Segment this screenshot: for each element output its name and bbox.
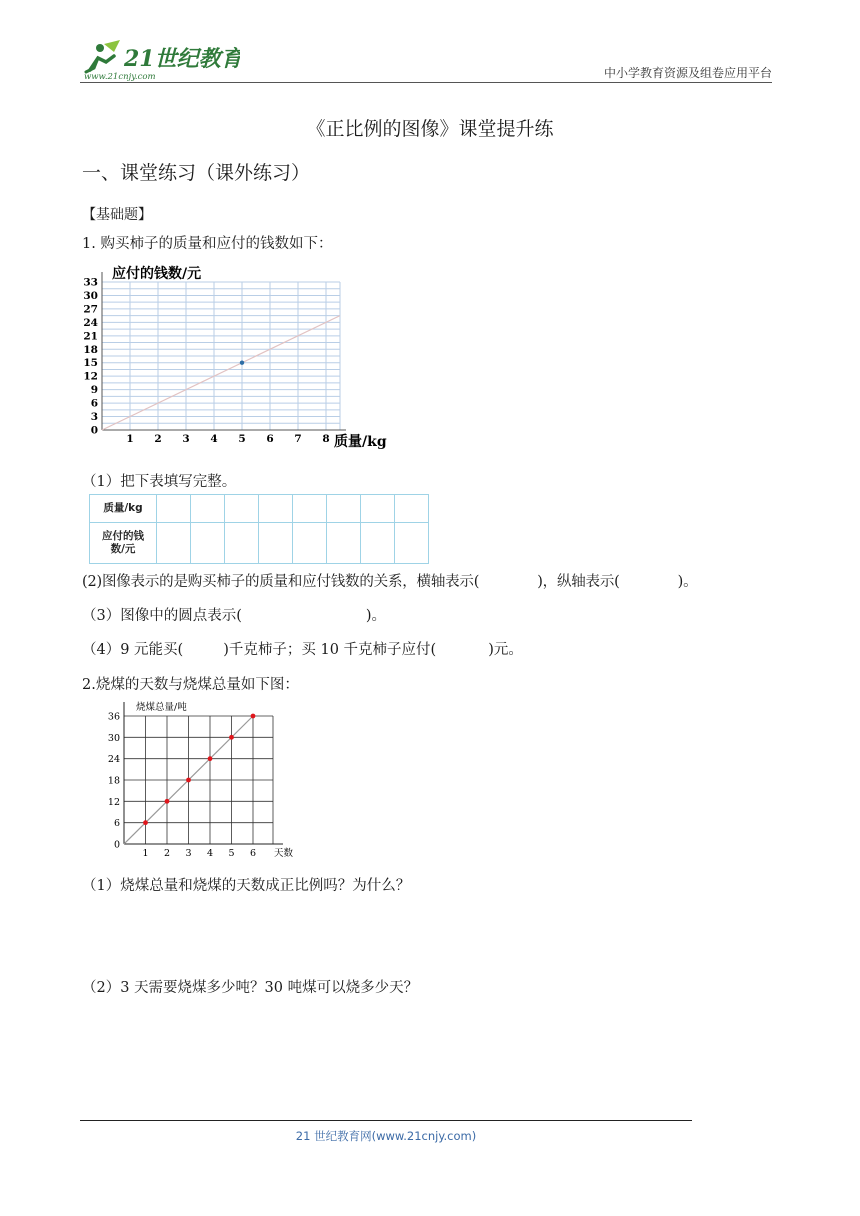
y-tick-label: 0 <box>113 839 120 851</box>
chart-q2-ylabel: 烧煤总量/吨 <box>136 702 187 713</box>
table-cell[interactable] <box>293 495 327 523</box>
chart-q2-series <box>124 714 255 844</box>
q1-part2-text-a: (2)图像表示的是购买柿子的质量和应付钱数的关系，横轴表示( <box>82 574 480 590</box>
table-cell[interactable] <box>327 523 361 564</box>
data-point <box>251 714 256 719</box>
y-tick-label: 24 <box>107 754 120 766</box>
table-row <box>90 523 429 564</box>
table-cell[interactable] <box>395 495 429 523</box>
table-cell[interactable] <box>157 495 191 523</box>
table-cell[interactable] <box>225 495 259 523</box>
series-line <box>102 316 340 430</box>
chart-q1 <box>82 256 412 452</box>
chart-q1-ylabel: 应付的钱数/元 <box>112 266 202 282</box>
table-cell[interactable] <box>361 523 395 564</box>
y-tick-label: 9 <box>90 384 98 397</box>
q1-part2-text-c: )。 <box>677 574 698 590</box>
logo-graphic <box>80 38 240 82</box>
chart-q1-xlabel: 质量/kg <box>334 434 387 450</box>
section-heading: 一、课堂练习（课外练习） <box>82 162 311 184</box>
x-tick-label: 5 <box>238 433 246 445</box>
q1-part1: （1）把下表填写完整。 <box>82 474 237 490</box>
chart-q1-series <box>102 316 340 430</box>
logo <box>80 38 240 82</box>
x-tick-label: 6 <box>249 848 257 859</box>
x-tick-label: 1 <box>142 848 149 859</box>
table-header-money-line1: 应付的钱 <box>102 530 144 542</box>
table-header-mass: 质量/kg <box>90 495 157 523</box>
y-tick-label: 27 <box>83 303 98 316</box>
y-tick-label: 6 <box>113 818 120 830</box>
q1-fill-table <box>89 494 429 564</box>
y-tick-label: 18 <box>107 775 120 787</box>
table-cell[interactable] <box>395 523 429 564</box>
table-cell[interactable] <box>191 495 225 523</box>
difficulty-tag: 【基础题】 <box>82 207 152 223</box>
q1-part4-text-c: )元。 <box>488 642 523 658</box>
q1-part2 <box>82 570 697 591</box>
q1-part3-text-b: )。 <box>365 608 387 624</box>
table-cell[interactable] <box>259 523 293 564</box>
data-point <box>186 778 191 783</box>
footer-divider <box>80 1120 692 1121</box>
chart-q1-grid <box>102 282 340 430</box>
y-tick-label: 24 <box>83 316 98 329</box>
y-tick-label: 30 <box>83 289 98 302</box>
x-tick-label: 3 <box>185 848 192 859</box>
q1-part4-text-a: （4）9 元能买( <box>82 642 184 658</box>
table-cell[interactable] <box>157 523 191 564</box>
x-tick-label: 5 <box>228 848 235 859</box>
table-header-money-line2: 数/元 <box>110 543 136 555</box>
header-divider <box>80 82 772 83</box>
q1-part3-text-a: （3）图像中的圆点表示( <box>82 608 242 624</box>
table-cell[interactable] <box>259 495 293 523</box>
y-tick-label: 0 <box>90 424 98 437</box>
x-tick-label: 8 <box>322 433 330 445</box>
table-header-money <box>90 523 157 564</box>
chart-q2-ticks <box>108 712 256 860</box>
footer-text: 21 世纪教育网(www.21cnjy.com) <box>295 1129 477 1143</box>
data-point <box>165 799 170 804</box>
x-tick-label: 6 <box>266 433 274 445</box>
table-cell[interactable] <box>327 495 361 523</box>
table-cell[interactable] <box>293 523 327 564</box>
data-point <box>240 361 244 365</box>
y-tick-label: 15 <box>83 357 98 370</box>
y-tick-label: 12 <box>107 796 120 808</box>
y-tick-label: 18 <box>83 343 98 356</box>
y-tick-label: 3 <box>90 411 98 424</box>
data-point <box>229 735 234 740</box>
x-tick-label: 1 <box>126 433 134 445</box>
q1-part2-text-b: )，纵轴表示( <box>537 574 620 590</box>
q1-part4 <box>82 638 523 659</box>
y-tick-label: 12 <box>83 370 98 383</box>
chart-q2-xlabel: 天数 <box>274 848 294 859</box>
q1-part4-text-b: )千克柿子；买 10 千克柿子应付( <box>223 642 437 658</box>
chart-q2 <box>100 698 306 864</box>
y-tick-label: 33 <box>83 276 98 289</box>
x-tick-label: 2 <box>154 433 162 445</box>
q1-part3 <box>82 604 386 625</box>
x-tick-label: 4 <box>210 433 218 445</box>
x-tick-label: 4 <box>206 848 214 859</box>
q2-part1: （1）烧煤总量和烧煤的天数成正比例吗？为什么？ <box>82 878 411 894</box>
y-tick-label: 6 <box>90 397 98 410</box>
data-point <box>208 756 213 761</box>
q1-stem: 1. 购买柿子的质量和应付的钱数如下： <box>82 236 333 252</box>
runner-icon <box>86 40 120 72</box>
q2-part2: （2）3 天需要烧煤多少吨？30 吨煤可以烧多少天？ <box>82 980 419 996</box>
y-tick-label: 21 <box>83 330 98 343</box>
x-tick-label: 2 <box>163 848 171 859</box>
table-cell[interactable] <box>361 495 395 523</box>
table-cell[interactable] <box>225 523 259 564</box>
logo-text: 21世纪教育 <box>124 46 240 72</box>
y-tick-label: 30 <box>107 732 120 744</box>
header-platform: 中小学教育资源及组卷应用平台 <box>603 66 772 80</box>
x-tick-label: 3 <box>182 433 190 445</box>
page-title: 《正比例的图像》课堂提升练 <box>306 118 554 140</box>
data-point <box>143 820 148 825</box>
table-cell[interactable] <box>191 523 225 564</box>
q2-stem: 2.烧煤的天数与烧煤总量如下图： <box>82 677 299 693</box>
table-row <box>90 495 429 523</box>
logo-url: www.21cnjy.com <box>84 72 156 82</box>
y-tick-label: 36 <box>107 711 120 723</box>
x-tick-label: 7 <box>294 433 302 445</box>
